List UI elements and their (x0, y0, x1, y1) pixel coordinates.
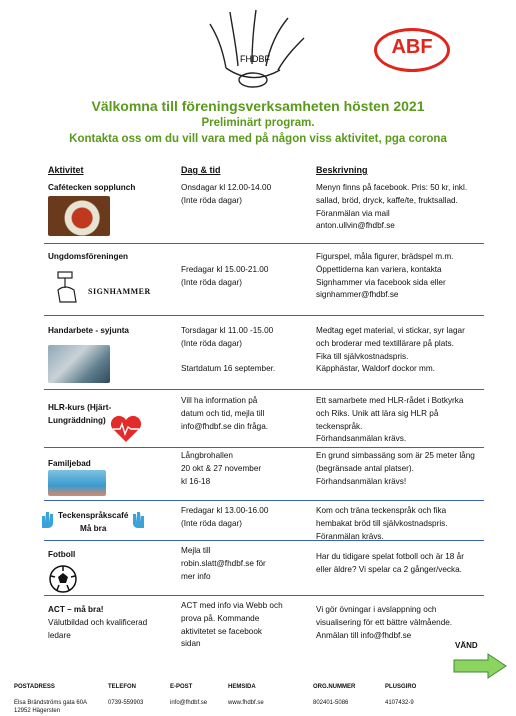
activity-name: Handarbete - syjunta (48, 326, 129, 335)
activity-time: ACT med info via Webb och prova på. Kommande aktivitetet se facebook sidan (181, 601, 283, 649)
footer-email (170, 675, 207, 707)
sign-hands-icon (130, 510, 146, 530)
activity-time: Onsdagar kl 12.00-14.00 (Inte röda dagar) (181, 183, 272, 205)
abf-logo-text: ABF (391, 36, 433, 58)
activity-time: Fredagar kl 13.00-16.00 (Inte röda dagar) (181, 506, 269, 528)
footer-giro-value: 4107432-9 (385, 700, 414, 706)
footer-web-label: HEMSIDA (228, 684, 256, 690)
row-separator (44, 500, 484, 501)
activity-time: Torsdagar kl 11.00 -15.00 (Inte röda dagar) Startdatum 16 september. (181, 326, 276, 374)
row-separator (44, 447, 484, 448)
activity-description: En grund simbassäng som är 25 meter lång (begränsade antal platser). Förhandsanmälan krävs! (316, 451, 475, 486)
row-separator (44, 389, 484, 390)
activity-description: Figurspel, måla figurer, brädspel m.m. Öppettiderna kan variera, kontakta Signhammer via facebook sida eller signhammer@fhdbf.se (316, 252, 454, 300)
footer-address (14, 675, 87, 715)
row-separator (44, 243, 484, 244)
footer-phone-label: TELEFON (108, 684, 136, 690)
footer-phone-value: 0739-559903 (108, 700, 144, 706)
sign-hands-icon (40, 510, 56, 530)
footer-email-label: E-POST (170, 684, 193, 690)
subtitle-preliminary: Preliminärt program. (201, 117, 315, 129)
footer-org-label: ORG.NUMMER (313, 684, 356, 690)
soup-photo (48, 196, 110, 236)
logo-text: FHDBF (240, 54, 270, 64)
row-separator (44, 315, 484, 316)
knitting-photo (48, 345, 110, 383)
footer-web-value: www.fhdbf.se (228, 700, 264, 706)
activity-name: ACT – må bra! (48, 605, 104, 614)
activity-time: Vill ha information på datum och tid, mejla till info@fhdbf.se din fråga. (181, 396, 269, 431)
turn-page-label: VÄND (455, 641, 478, 650)
pool-photo (48, 470, 106, 496)
fhdbf-logo (196, 6, 314, 90)
activity-name: Ungdomsföreningen (48, 252, 129, 261)
column-header-time: Dag & tid (181, 165, 221, 175)
arrow-right-icon (452, 653, 508, 679)
row-separator (44, 595, 484, 596)
column-header-description: Beskrivning (316, 165, 368, 175)
activity-description: Ett samarbete med HLR-rådet i Botkyrka och Riks. Unik att lära sig HLR på teckenspråk. Förhandsanmälan krävs. (316, 396, 464, 444)
signhammer-logo-text: SIGNHAMMER (88, 287, 151, 296)
footer-address-value: Elsa Brändströms gata 60A 12952 Hägersten (14, 700, 88, 714)
activity-time: Fredagar kl 15.00-21.00 (Inte röda dagar) (181, 265, 269, 287)
footer-giro-label: PLUSGIRO (385, 684, 417, 690)
footer-giro (385, 675, 416, 707)
activity-description: Menyn finns på facebook. Pris: 50 kr, inkl. sallad, bröd, dryck, kaffe/te, fruktsallad. Föranmälan via mail anton.ullvin@fhdbf.se (316, 183, 468, 231)
footer-web (228, 675, 264, 707)
activity-description: Vi gör övningar i avslappning och visualisering för ett bättre välmående. Anmälan till info@fhdbf.se (316, 605, 453, 640)
hammer-hand-icon (52, 268, 88, 306)
activity-description: Medtag eget material, vi stickar, syr lagar och broderar med textillärare på plats. Fika till självkostnadspris. Käpphästar, Waldorf dockor mm. (316, 326, 465, 374)
page-title: Välkomna till föreningsverksamheten hösten 2021 (91, 98, 425, 114)
footer-address-label: POSTADRESS (14, 684, 55, 690)
activity-time: Långbrohallen 20 okt & 27 november kl 16-18 (181, 451, 262, 486)
footer-email-value: info@fhdbf.se (170, 700, 208, 706)
activity-name: HLR-kurs (Hjärt- Lungräddning) (48, 403, 112, 425)
footer-phone (108, 675, 143, 707)
football-icon (48, 564, 78, 594)
footer-org-value: 802401-5086 (313, 700, 349, 706)
subtitle-contact: Kontakta oss om du vill vara med på någon viss aktivitet, pga corona (69, 133, 447, 145)
activity-description: Har du tidigare spelat fotboll och är 18 år eller äldre? Vi spelar ca 2 gånger/vecka. (316, 552, 464, 574)
activity-name: Teckenspråkscafé Må bra (58, 511, 129, 533)
activity-name: Cafétecken sopplunch (48, 183, 136, 192)
footer-org (313, 675, 355, 707)
activity-description: Kom och träna teckenspråk och fika hembakat bröd till självkostnadspris. Föranmälan krävs. (316, 506, 448, 541)
activity-name: Fotboll (48, 550, 76, 559)
activity-name: Familjebad (48, 459, 91, 468)
heart-icon (109, 414, 143, 444)
activity-extra: Välutbildad och kvalificerad ledare (48, 618, 148, 640)
column-header-activity: Aktivitet (48, 165, 84, 175)
activity-time: Mejla till robin.slatt@fhdbf.se för mer info (181, 546, 266, 581)
